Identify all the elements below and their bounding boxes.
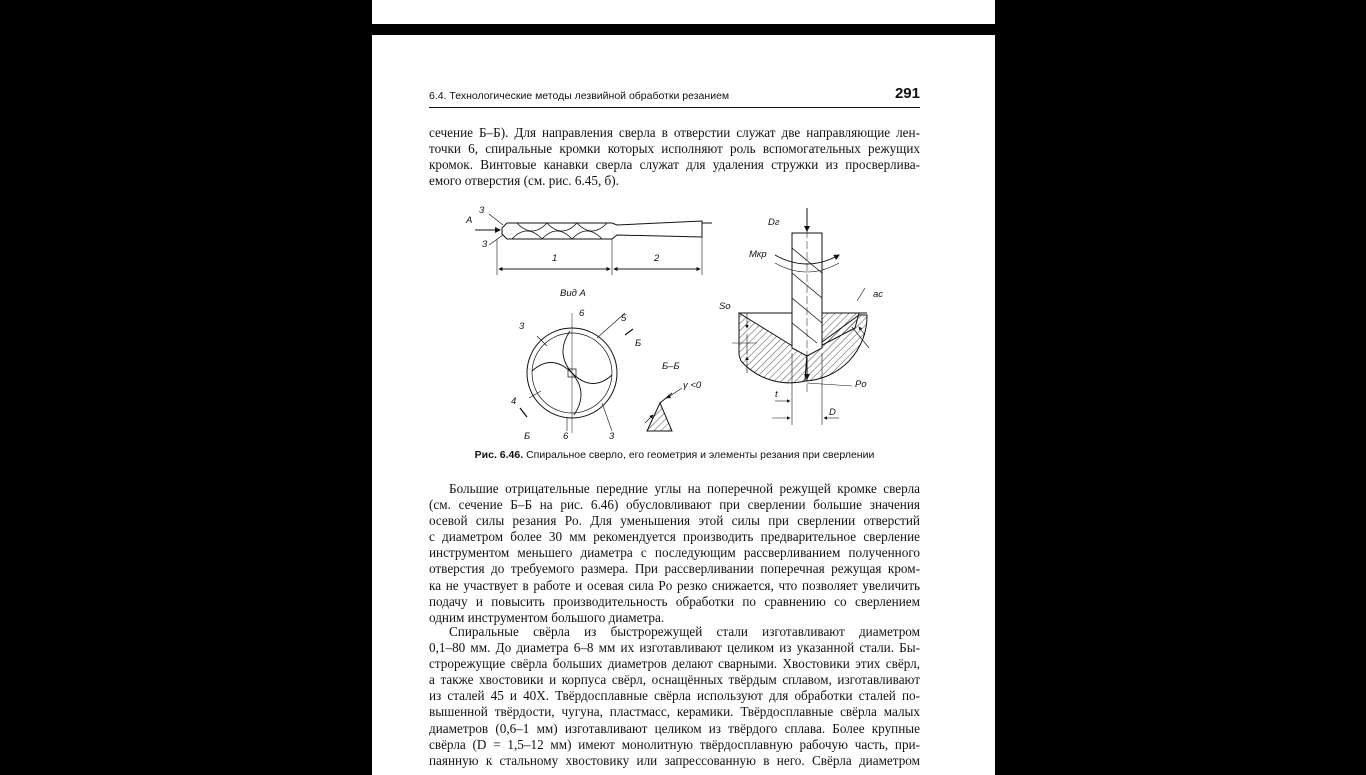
label-feed: Sо — [719, 301, 731, 312]
book-page — [372, 35, 995, 775]
text-line: подачу и повысить производительность обработки по сравнению со сверлением — [429, 593, 920, 609]
text-line: Спиральные свёрла из быстрорежущей стали изготавливают диаметром — [449, 624, 920, 639]
label-view-a-arrow: A — [466, 215, 473, 226]
label-rake-angle: γ <0 — [683, 380, 702, 391]
drilling-section-diagram — [732, 208, 869, 425]
running-header — [429, 87, 920, 108]
label-flute-4: 4 — [511, 396, 517, 407]
label-land-6: 6 — [563, 431, 569, 442]
label-section-b: Б — [524, 431, 531, 442]
paragraph-1 — [429, 125, 920, 189]
drill-side-view — [475, 214, 712, 275]
label-chisel-edge-5: 5 — [621, 313, 627, 324]
text-line: Большие отрицательные передние углы на поперечной режущей кромке сверла — [449, 481, 920, 496]
page-number: 291 — [894, 85, 920, 102]
text-line: из сталей 45 и 40Х. Твёрдосплавные свёрла используют для обработки сталей по- — [429, 688, 920, 704]
label-land-6: 6 — [579, 308, 585, 319]
label-drill-diameter: Dг — [768, 217, 780, 228]
text-line: с диаметром более 30 мм рекомендуется производить предварительное сверление — [429, 529, 920, 545]
text-line: (см. сечение Б–Б на рис. 6.46) обусловливают при сверлении большие значения — [429, 497, 920, 513]
label-working-part-1: 1 — [552, 253, 558, 264]
label-axial-force: Pо — [855, 379, 867, 390]
label-section-b: Б — [635, 338, 642, 349]
label-chip-thickness: ac — [873, 289, 884, 300]
section-bb-diagram — [645, 388, 682, 431]
caption-text: Спиральное сверло, его геометрия и элементы резания при сверлении — [523, 449, 875, 461]
text-line: паянную к стальному хвостовику или запрессованную в него. Свёрла диаметром — [429, 752, 920, 768]
text-line: а также хвостовики и корпуса свёрл, оснащённых твёрдым сплавом, изготавливают — [429, 672, 920, 688]
label-shank-2: 2 — [654, 253, 660, 264]
text-line: сечение Б–Б). Для направления сверла в отверстии служат две направляющие лен- — [429, 125, 920, 140]
text-line: одним инструментом большого диаметра. — [429, 609, 665, 625]
label-cutting-edge-3: 3 — [479, 205, 485, 216]
paragraph-2 — [429, 481, 920, 626]
text-line: точки 6, спиральные кромки которых исполняют роль вспомогательных режущих — [429, 141, 920, 157]
label-diameter-d: D — [829, 407, 836, 418]
caption-number: Рис. 6.46. — [474, 449, 524, 461]
section-title: 6.4. Технологические методы лезвийной обработки резанием — [429, 90, 730, 102]
text-line: диаметров (0,6–1 мм) изготавливают целиком из твёрдого сплава. Более крупные — [429, 720, 920, 736]
text-line: строрежущие свёрла больших диаметров делают сварными. Хвостовики этих свёрл, — [429, 656, 920, 672]
figure-6-46 — [457, 203, 897, 451]
previous-page-bottom — [372, 0, 995, 24]
text-line: инструментом меньшего диаметра с последующим рассверливанием полученного — [429, 545, 920, 561]
label-depth-t: t — [775, 389, 778, 400]
label-cutting-edge-3: 3 — [482, 239, 488, 250]
text-line: вышенной твёрдости, чугуна, пластмасс, керамики. Твёрдосплавные свёрла малых — [429, 704, 920, 720]
text-line: 0,1–80 мм. До диаметра 6–8 мм их изготавливают целиком из указанной стали. Бы- — [429, 640, 920, 656]
paragraph-3 — [429, 624, 920, 769]
label-section-bb: Б–Б — [662, 361, 680, 372]
label-edge-3: 3 — [519, 321, 525, 332]
view-a-diagram — [520, 313, 633, 433]
text-line: ка не участвует в работе и осевая сила Pо резко снижается, что позволяет увеличить — [429, 577, 920, 593]
label-torque: Mкр — [749, 249, 767, 260]
label-view-a: Вид А — [560, 288, 586, 299]
figure-caption — [429, 449, 920, 461]
text-line: свёрла (D = 1,5–12 мм) имеют монолитную твёрдосплавную рабочую часть, при- — [429, 736, 920, 752]
text-line: емого отверстия (см. рис. 6.45, б). — [429, 173, 619, 189]
text-line: отверстия до требуемого размера. При рассверливании поперечная режущая кром- — [429, 561, 920, 577]
text-line: осевой силы резания Pо. Для уменьшения этой силы при сверлении отверстий — [429, 513, 920, 529]
label-edge-3: 3 — [609, 431, 615, 442]
text-line: кромок. Винтовые канавки сверла служат для удаления стружки из просверлива- — [429, 157, 920, 173]
